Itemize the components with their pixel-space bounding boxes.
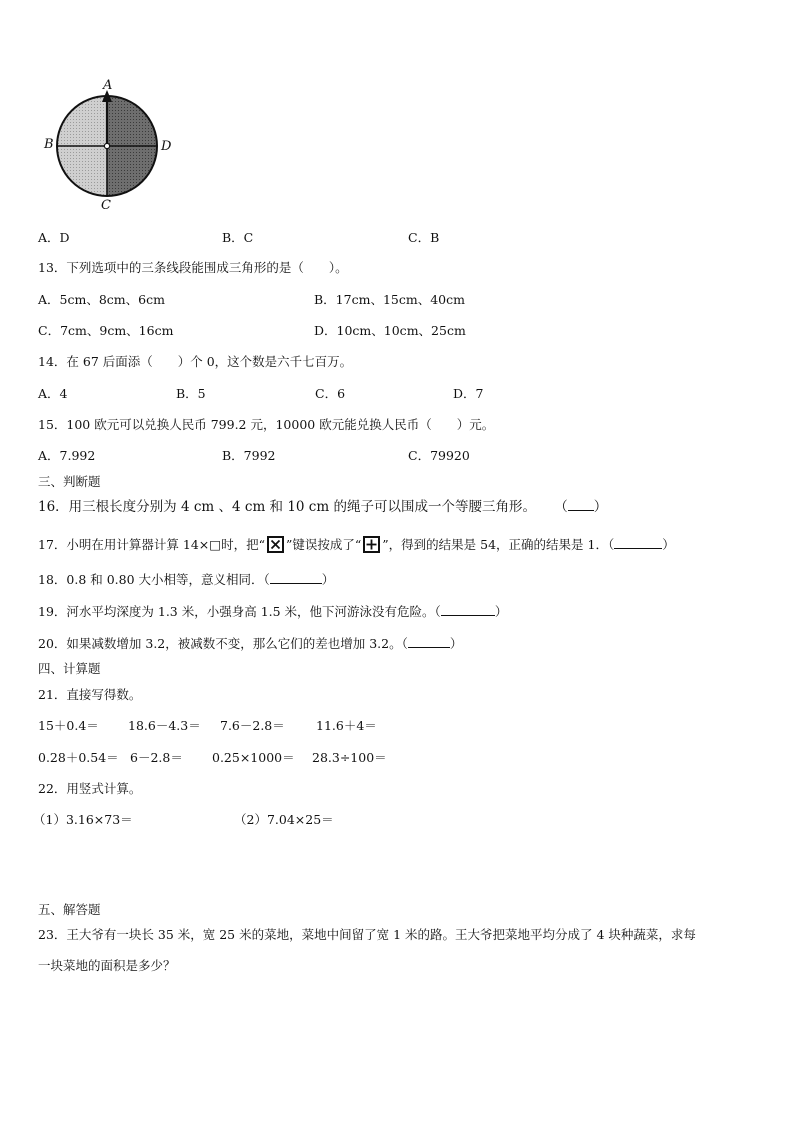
q18-line: 18．0.8 和 0.80 大小相等，意义相同．（ ） — [38, 572, 335, 587]
multiply-key-icon — [267, 536, 284, 553]
q23-line-1: 23．王大爷有一块长 35 米，宽 25 米的菜地，菜地中间留了宽 1 米的路。王大爷把菜地平均分成了 4 块种蔬菜，求每 — [38, 927, 696, 942]
q21-item-5: 0.28＋0.54＝ — [38, 750, 119, 765]
q22-text: 22．用竖式计算。 — [38, 781, 142, 796]
q15-text: 15．100 欧元可以兑换人民币 799.2 元，10000 欧元能兑换人民币（ ）元。 — [38, 417, 495, 432]
q16-text: 16．用三根长度分别为 4 cm 、4 cm 和 10 cm 的绳子可以围成一个等腰三角形。 — [38, 499, 536, 515]
q20-answer-blank[interactable] — [408, 636, 450, 648]
q19-answer-blank[interactable] — [441, 604, 495, 616]
q19-line: 19．河水平均深度为 1.3 米，小强身高 1.5 米，他下河游泳没有危险。（ ） — [38, 604, 508, 619]
section-4-heading: 四、计算题 — [38, 661, 101, 676]
circle-figure — [40, 80, 180, 220]
q20-line: 20．如果减数增加 3.2，被减数不变，那么它们的差也增加 3.2。（ ） — [38, 636, 463, 651]
q13-text: 13．下列选项中的三条线段能围成三角形的是（ ）。 — [38, 260, 348, 275]
q14-option-b: B．5 — [176, 386, 206, 401]
q14-option-a: A．4 — [38, 386, 68, 401]
label-d: D — [161, 139, 172, 154]
q13-option-d: D．10cm、10cm、25cm — [314, 323, 466, 338]
q14-option-d: D．7 — [453, 386, 484, 401]
q13-option-c: C．7cm、9cm、16cm — [38, 323, 174, 338]
label-a: A — [103, 78, 113, 93]
center-point — [104, 143, 109, 148]
q21-item-1: 15＋0.4＝ — [38, 718, 99, 733]
q21-item-7: 0.25×1000＝ — [212, 750, 295, 765]
section-5-heading: 五、解答题 — [38, 902, 101, 917]
section-3-heading: 三、判断题 — [38, 474, 101, 489]
q12-option-c: C．B — [408, 230, 440, 245]
q23-line-2: 一块菜地的面积是多少？ — [38, 958, 176, 973]
label-c: C — [101, 198, 111, 213]
label-b: B — [44, 137, 54, 152]
q21-item-2: 18.6－4.3＝ — [128, 718, 201, 733]
q14-text: 14．在 67 后面添（ ）个 0，这个数是六千七百万。 — [38, 354, 353, 369]
q14-option-c: C．6 — [315, 386, 346, 401]
q12-option-a: A．D — [38, 230, 70, 245]
q22-item-2: （2）7.04×25＝ — [234, 812, 334, 827]
q18-answer-blank[interactable] — [270, 572, 322, 584]
q17-answer-blank[interactable] — [614, 537, 662, 549]
q15-option-c: C．79920 — [408, 448, 470, 463]
q13-option-b: B．17cm、15cm、40cm — [314, 292, 465, 307]
q21-text: 21．直接写得数。 — [38, 687, 142, 702]
q22-item-1: （1）3.16×73＝ — [33, 812, 133, 827]
q15-option-a: A．7.992 — [38, 448, 96, 463]
q13-option-a: A．5cm、8cm、6cm — [38, 292, 165, 307]
q21-item-4: 11.6＋4＝ — [316, 718, 377, 733]
q16-line: 16．用三根长度分别为 4 cm 、4 cm 和 10 cm 的绳子可以围成一个等腰三角形。 （ ） — [38, 499, 608, 515]
q21-item-3: 7.6－2.8＝ — [220, 718, 285, 733]
q12-option-b: B．C — [222, 230, 254, 245]
q16-answer-blank[interactable] — [568, 499, 594, 511]
plus-key-icon — [363, 536, 380, 553]
q15-option-b: B．7992 — [222, 448, 276, 463]
q17-line: 17．小明在用计算器计算 14×□时，把“ ”键误按成了“ ”，得到的结果是 54，正确的结果是 1．（ ） — [38, 537, 675, 552]
q21-item-6: 6－2.8＝ — [130, 750, 183, 765]
q21-item-8: 28.3÷100＝ — [312, 750, 387, 765]
